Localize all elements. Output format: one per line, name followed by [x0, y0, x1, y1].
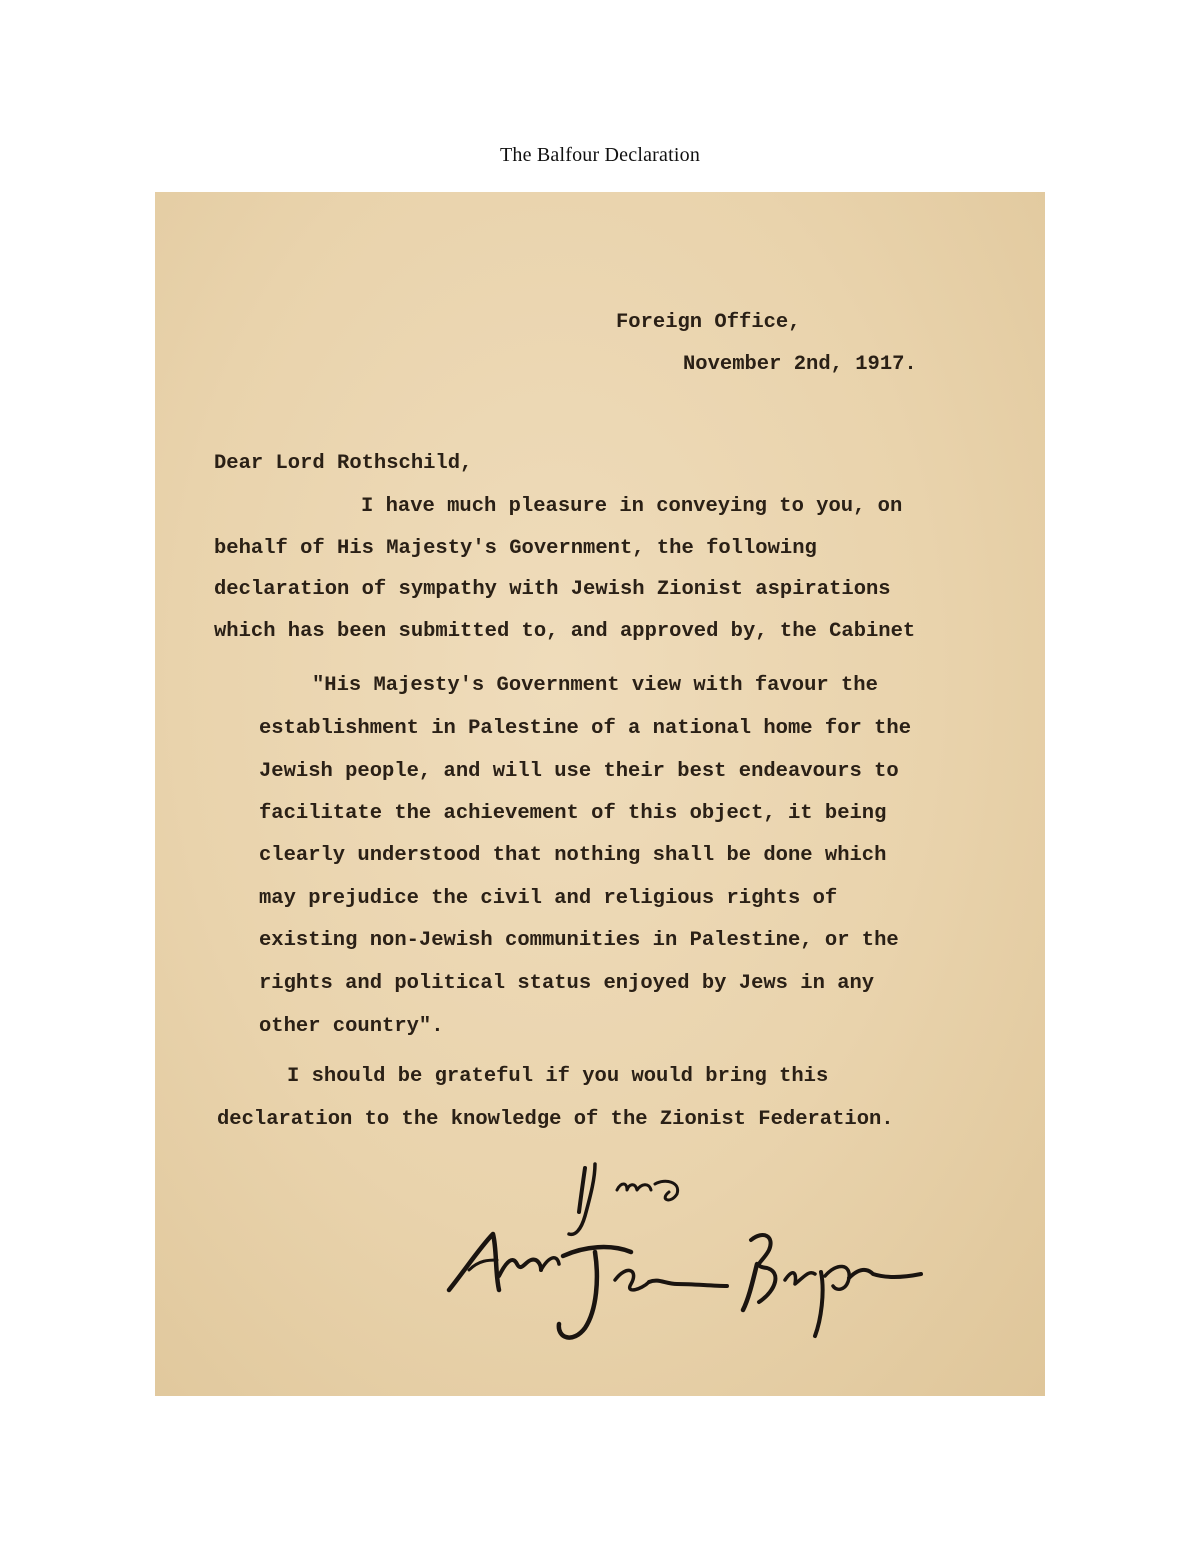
declaration-line: existing non-Jewish communities in Palestine, or the	[259, 929, 899, 952]
letter-salutation: Dear Lord Rothschild,	[214, 452, 473, 475]
declaration-line: establishment in Palestine of a national home for the	[259, 717, 912, 740]
intro-line: declaration of sympathy with Jewish Zionist aspirations	[214, 578, 891, 601]
intro-line: which has been submitted to, and approved by, the Cabinet	[214, 620, 916, 643]
letter-paper	[155, 192, 1045, 1396]
closing-line: I should be grateful if you would bring this	[287, 1065, 829, 1088]
declaration-line: rights and political status enjoyed by Jews in any	[259, 972, 875, 995]
closing-line: declaration to the knowledge of the Zionist Federation.	[217, 1108, 894, 1131]
declaration-line: Jewish people, and will use their best endeavours to	[259, 760, 899, 783]
declaration-line: may prejudice the civil and religious rights of	[259, 887, 838, 910]
declaration-line: "His Majesty's Government view with favour the	[312, 674, 878, 697]
letter-date: November 2nd, 1917.	[683, 353, 917, 376]
handwritten-signature	[445, 1160, 965, 1350]
intro-line: I have much pleasure in conveying to you, on	[361, 495, 903, 518]
declaration-line: clearly understood that nothing shall be done which	[259, 844, 887, 867]
declaration-line: other country".	[259, 1015, 444, 1038]
page-title: The Balfour Declaration	[499, 144, 701, 166]
intro-line: behalf of His Majesty's Government, the following	[214, 537, 817, 560]
letter-office: Foreign Office,	[616, 311, 801, 334]
declaration-line: facilitate the achievement of this object, it being	[259, 802, 887, 825]
